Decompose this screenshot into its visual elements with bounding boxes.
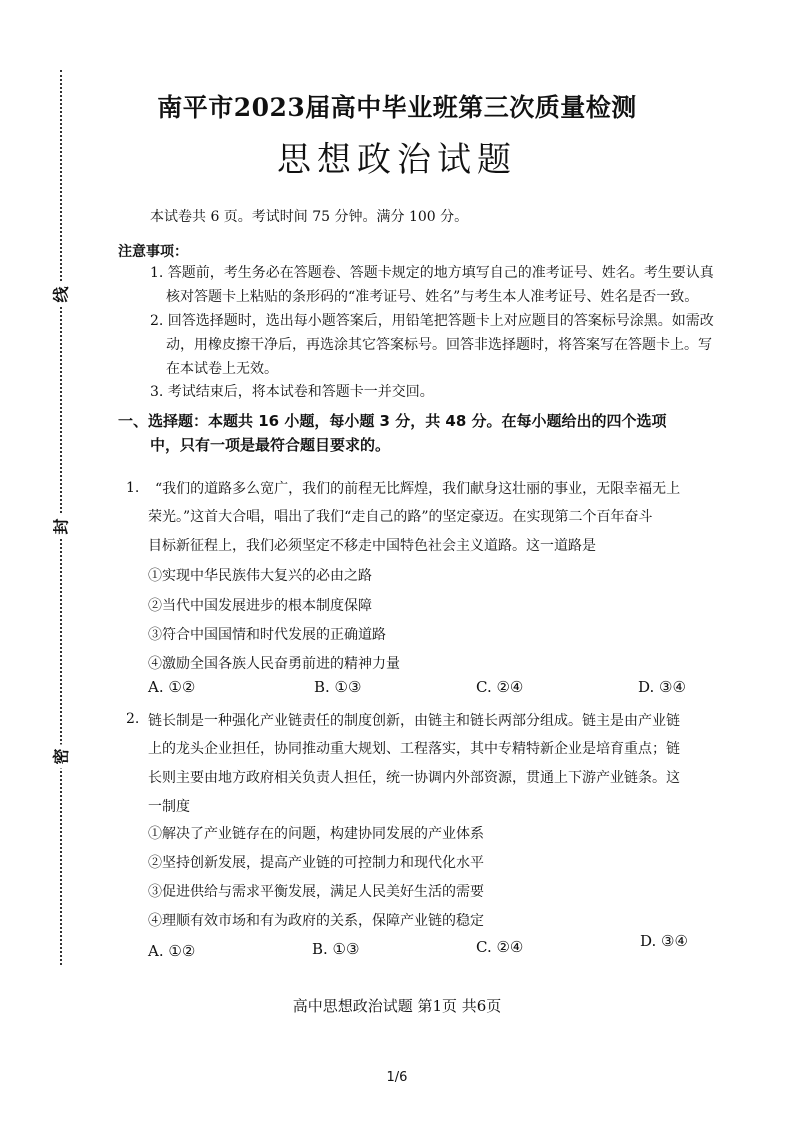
section-heading: 一、选择题：本题共 16 小题，每小题 3 分，共 48 分。在每小题给出的四个选项 xyxy=(118,412,667,430)
binding-char-mi: 密 xyxy=(49,745,72,769)
exam-intro: 本试卷共 6 页。考试时间 75 分钟。满分 100 分。 xyxy=(150,209,469,225)
answer-item: ④激励全国各族人民奋勇前进的精神力量 xyxy=(148,656,400,672)
question-stem-line: “我们的道路多么宽广，我们的前程无比辉煌，我们献身这壮丽的事业，无限幸福无上 xyxy=(155,481,681,497)
notes-heading: 注意事项： xyxy=(118,244,188,260)
note-line: 2. 回答选择题时，选出每小题答案后，用铅笔把答题卡上对应题目的答案标号涂黑。如需改 xyxy=(150,313,714,329)
option-a: A. ①② xyxy=(148,678,196,696)
option-a: A. ①② xyxy=(148,942,196,960)
note-line: 动，用橡皮擦干净后，再选涂其它答案标号。回答非选择题时，将答案写在答题卡上。写 xyxy=(166,337,712,353)
option-d: D. ③④ xyxy=(640,932,688,950)
question-stem-line: 长则主要由地方政府相关负责人担任，统一协调内外部资源，贯通上下游产业链条。这 xyxy=(148,770,680,786)
question-stem-line: 链长制是一种强化产业链责任的制度创新，由链主和链长两部分组成。链主是由产业链 xyxy=(148,713,680,729)
answer-item: ①实现中华民族伟大复兴的必由之路 xyxy=(148,568,372,584)
option-d: D. ③④ xyxy=(638,678,686,696)
question-stem-line: 一制度 xyxy=(148,799,190,815)
exam-title: 南平市2023届高中毕业班第三次质量检测 xyxy=(157,93,637,122)
option-b: B. ①③ xyxy=(312,940,360,958)
option-c: C. ②④ xyxy=(476,938,524,956)
answer-item: ③符合中国国情和时代发展的正确道路 xyxy=(148,627,386,643)
question-stem-line: 目标新征程上，我们必须坚定不移走中国特色社会主义道路。这一道路是 xyxy=(148,538,596,554)
answer-item: ④理顺有效市场和有为政府的关系，保障产业链的稳定 xyxy=(148,913,484,929)
question-stem-line: 上的龙头企业担任，协同推动重大规划、工程落实，其中专精特新企业是培育重点；链 xyxy=(148,741,680,757)
binding-char-feng: 封 xyxy=(49,515,72,539)
binding-char-xian: 线 xyxy=(49,283,72,307)
subject-title: 思想政治试题 xyxy=(277,140,517,180)
page-number: 1/6 xyxy=(386,1070,408,1085)
note-line: 1. 答题前，考生务必在答题卷、答题卡规定的地方填写自己的准考证号、姓名。考生要认真 xyxy=(150,265,714,281)
answer-item: ②坚持创新发展，提高产业链的可控制力和现代化水平 xyxy=(148,855,484,871)
option-c: C. ②④ xyxy=(476,678,524,696)
answer-item: ③促进供给与需求平衡发展，满足人民美好生活的需要 xyxy=(148,884,484,900)
note-line: 核对答题卡上粘贴的条形码的“准考证号、姓名”与考生本人准考证号、姓名是否一致。 xyxy=(166,289,699,305)
question-number: 2. xyxy=(126,711,140,727)
note-line: 在本试卷上无效。 xyxy=(166,361,278,377)
answer-item: ②当代中国发展进步的根本制度保障 xyxy=(148,598,372,614)
options-row xyxy=(148,678,708,698)
question-stem-line: 荣光。”这首大合唱，唱出了我们“走自己的路”的坚定豪迈。在实现第二个百年奋斗 xyxy=(148,509,653,525)
note-line: 3. 考试结束后，将本试卷和答题卡一并交回。 xyxy=(150,384,434,400)
question-number: 1. xyxy=(126,480,140,496)
page-footer: 高中思想政治试题 第1页 共6页 xyxy=(292,997,502,1015)
options-row xyxy=(148,932,708,960)
option-b: B. ①③ xyxy=(314,678,362,696)
answer-item: ①解决了产业链存在的问题，构建协同发展的产业体系 xyxy=(148,826,484,842)
section-heading-cont: 中，只有一项是最符合题目要求的。 xyxy=(150,436,391,454)
